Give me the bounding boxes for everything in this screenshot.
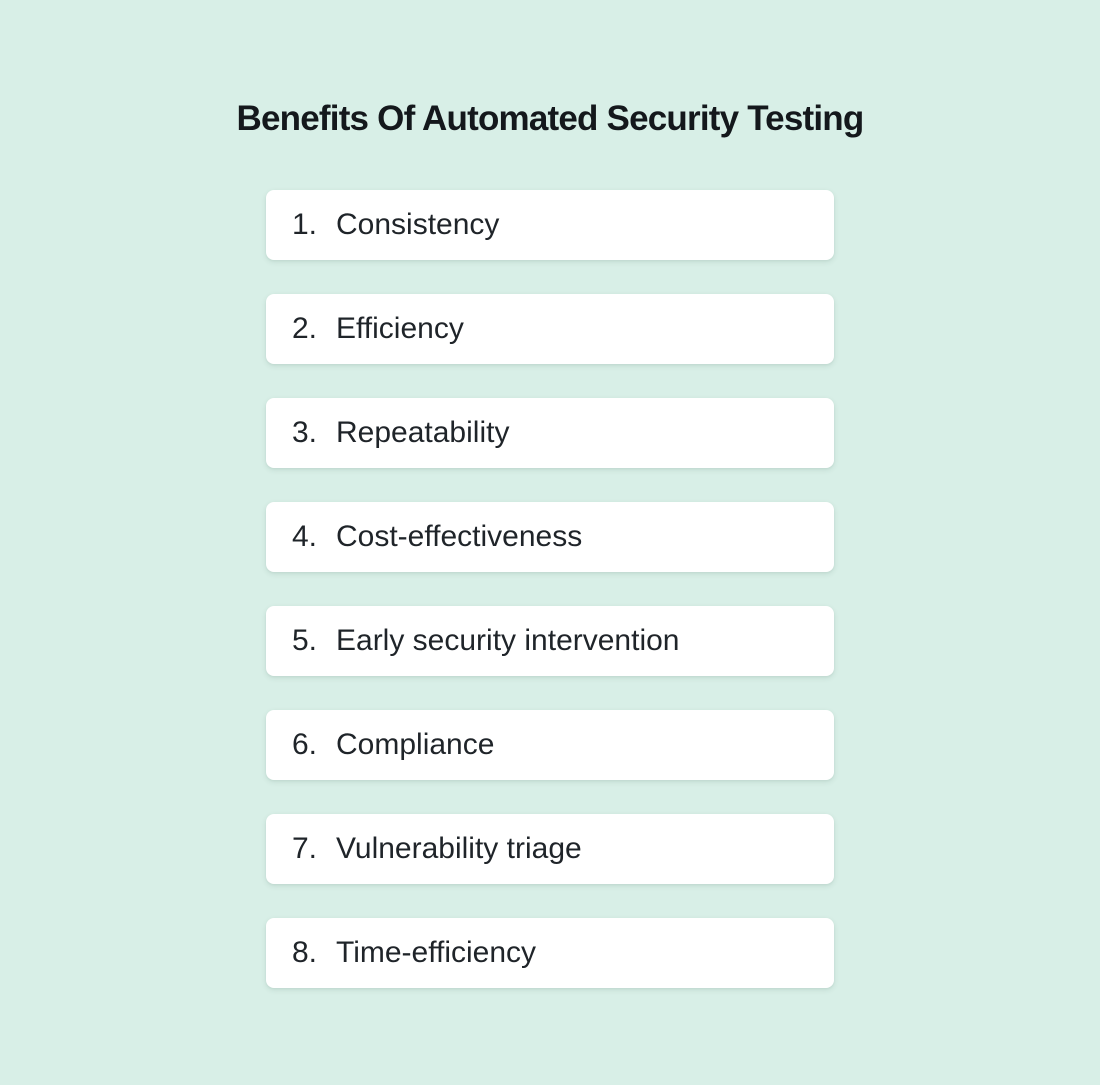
page-title: Benefits Of Automated Security Testing: [236, 99, 864, 138]
item-label: Early security intervention: [336, 624, 680, 657]
list-item: [266, 814, 834, 884]
item-number: 2.: [292, 312, 318, 345]
item-label: Time-efficiency: [336, 936, 537, 969]
item-label: Efficiency: [336, 312, 464, 345]
list-item: [266, 398, 834, 468]
list-item: [266, 190, 834, 260]
item-label: Compliance: [336, 728, 495, 761]
list-item: [266, 606, 834, 676]
item-number: 1.: [292, 208, 318, 241]
item-number: 3.: [292, 416, 318, 449]
item-label: Repeatability: [336, 416, 510, 449]
list-item: [266, 710, 834, 780]
benefit-list: [0, 190, 1100, 988]
item-label: Consistency: [336, 208, 500, 241]
item-number: 4.: [292, 520, 318, 553]
item-number: 5.: [292, 624, 318, 657]
list-item: [266, 294, 834, 364]
list-item: [266, 502, 834, 572]
item-number: 7.: [292, 832, 318, 865]
item-number: 6.: [292, 728, 318, 761]
list-item: [266, 918, 834, 988]
item-label: Cost-effectiveness: [336, 520, 583, 553]
item-number: 8.: [292, 936, 318, 969]
item-label: Vulnerability triage: [336, 832, 582, 865]
